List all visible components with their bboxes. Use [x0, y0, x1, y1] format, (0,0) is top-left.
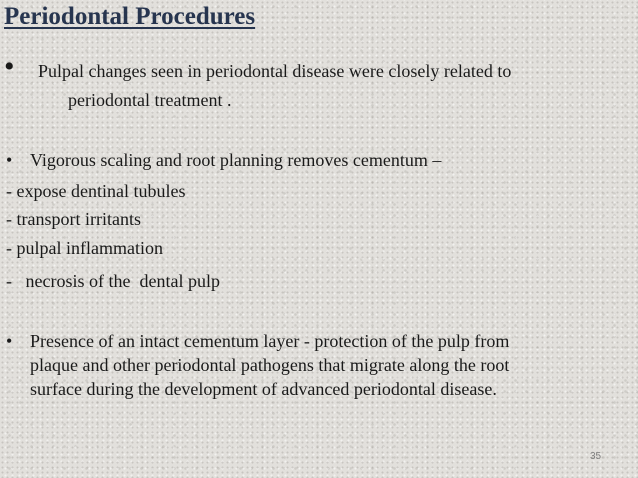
bullet-1-line-2: periodontal treatment .: [68, 90, 232, 110]
sub-item-4: - necrosis of the dental pulp: [6, 271, 220, 291]
bullet-marker: •: [6, 150, 13, 170]
bullet-2-text: Vigorous scaling and root planning removes cementum –: [30, 150, 442, 170]
bullet-3-line-3: surface during the development of advanced periodontal disease.: [30, 379, 497, 399]
bullet-3-line-2: plaque and other periodontal pathogens that migrate along the root: [30, 355, 510, 375]
slide-title: Periodontal Procedures: [4, 3, 256, 30]
bullet-marker: •: [6, 331, 13, 351]
slide-number: 35: [590, 451, 602, 462]
sub-item-1: - expose dentinal tubules: [6, 181, 186, 201]
sub-item-2: - transport irritants: [6, 209, 141, 229]
sub-item-3: - pulpal inflammation: [6, 238, 163, 258]
bullet-3-line-1: Presence of an intact cementum layer - protection of the pulp from: [30, 331, 510, 351]
bullet-marker: •: [4, 50, 15, 83]
bullet-1-line-1: Pulpal changes seen in periodontal disease were closely related to: [38, 61, 512, 81]
